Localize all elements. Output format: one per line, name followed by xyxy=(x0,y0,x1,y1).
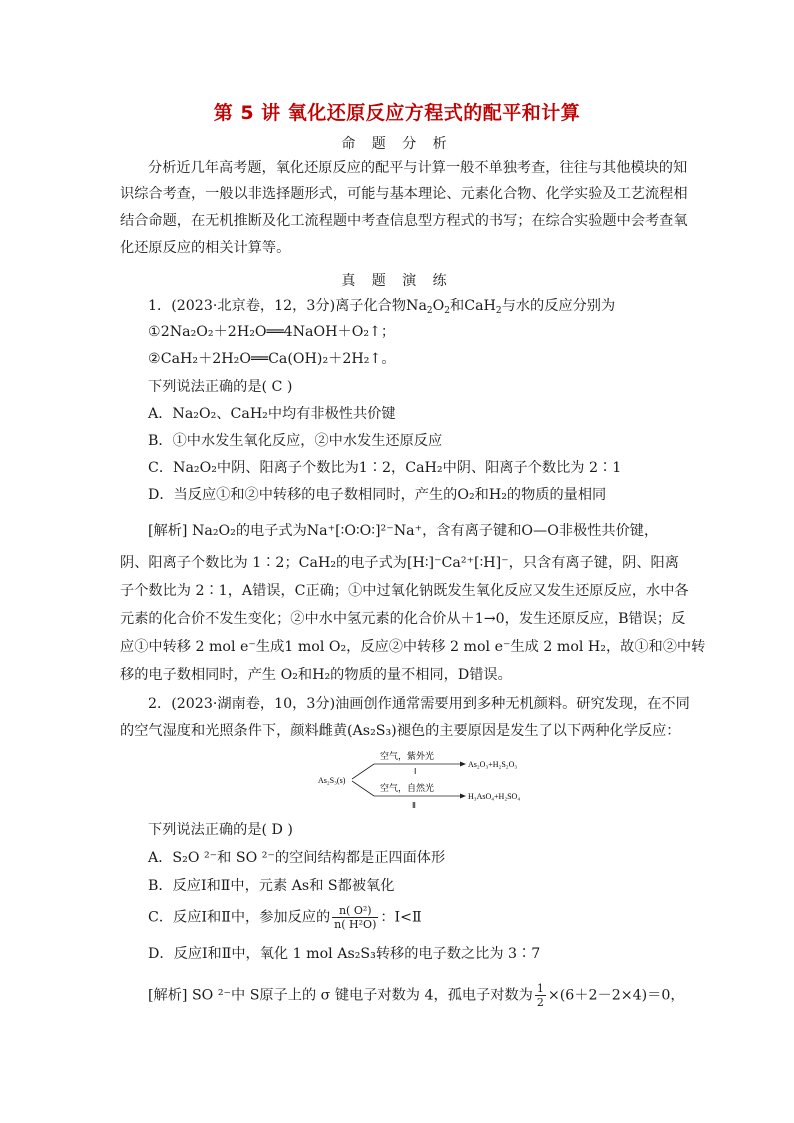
q1-explanation-4: 元素的化合价不发生变化；②中水中氢元素的化合价从＋1→0，发生还原反应，B错误；反 xyxy=(120,611,686,627)
q2-stem-2: 的空气湿度和光照条件下，颜料雌黄(As₂S₃)褪色的主要原因是发生了以下两种化学反应： xyxy=(120,723,681,739)
analysis-line-3: 结合命题，在无机推断及化工流程题中考查信息型方程式的书写；在综合实验题中会考查氧 xyxy=(120,213,688,229)
q1-stem: 1．(2023·北京卷，12，3分)离子化合物$Na_2O_2$和CaH$_2$与水的反应分别为 xyxy=(148,298,616,316)
q2-explanation-suffix: ×(6＋2－2×4)＝0， xyxy=(547,987,685,1004)
diagram-product-2: H₃AsO₄+H₂SO₄ xyxy=(468,792,521,801)
q1-explanation-6: 移的电子数相同时，产生 O₂和H₂的物质的量不相同，D错误。 xyxy=(120,667,512,683)
analysis-line-4: 化还原反应的相关计算等。 xyxy=(120,240,291,256)
q1-stem-part3: 和CaH xyxy=(450,298,496,314)
q2-explanation-text: [解析] SO ²⁻中 S原子上的 σ 键电子对数为 4，孤电子对数为 xyxy=(148,987,533,1004)
diagram-reactant: As₂S₃(s) xyxy=(318,776,346,785)
diagram-branch-lower xyxy=(352,781,374,796)
q2-option-d: D．反应Ⅰ和Ⅱ中，氧化 1 mol As₂S₃转移的电子数之比为 3∶7 xyxy=(148,946,541,962)
q2-option-c-text: C．反应Ⅰ和Ⅱ中，参加反应的 xyxy=(148,909,331,926)
analysis-line-2: 识综合考查，一般以非选择题形式，可能与基本理论、元素化合物、化学实验及工艺流程相 xyxy=(120,186,688,202)
diagram-condition-2: 空气，自然光 xyxy=(380,784,435,794)
q1-option-a: A．Na₂O₂、CaH₂中均有非极性共价键 xyxy=(148,406,396,422)
q2-option-c xyxy=(148,904,422,931)
q1-stem-part4: 与水的反应分别为 xyxy=(501,298,616,314)
diagram-arrowhead-upper xyxy=(460,762,466,767)
q2-option-a: A．S₂O ²⁻和 SO ²⁻的空间结构都是正四面体形 xyxy=(148,850,446,866)
q2-explanation-fraction xyxy=(535,982,546,1009)
q1-option-c: C．Na₂O₂中阴、阳离子个数比为1∶2，CaH₂中阴、阳离子个数比为 2∶1 xyxy=(148,460,622,476)
q1-equation-1: ①2Na₂O₂＋2H₂O══4NaOH＋O₂↑； xyxy=(148,324,396,340)
diagram-branch-upper xyxy=(352,764,374,779)
q2-explanation xyxy=(148,982,685,1009)
diagram-condition-1: 空气，紫外光 xyxy=(380,752,435,762)
fraction-numerator: n( O²) xyxy=(332,904,378,918)
section-heading-practice: 真 题 演 练 xyxy=(341,273,453,289)
q1-stem-part2: O xyxy=(432,298,445,314)
q1-explanation-5: 应①中转移 2 mol e⁻生成1 mol O₂，反应②中转移 2 mol e⁻生成 2 mol H₂，故①和②中转 xyxy=(120,639,706,655)
q2-question: 下列说法正确的是( D ) xyxy=(148,822,293,838)
diagram-arrowhead-lower xyxy=(460,794,466,799)
analysis-line-1: 分析近几年高考题，氧化还原反应的配平与计算一般不单独考查，往往与其他模块的知 xyxy=(148,160,688,176)
q1-option-b: B．①中水发生氧化反应，②中水发生还原反应 xyxy=(148,433,443,449)
diagram-label-1: Ⅰ xyxy=(414,767,417,776)
q1-equation-2: ②CaH₂＋2H₂O══Ca(OH)₂＋2H₂↑。 xyxy=(148,351,396,367)
q1-question: 下列说法正确的是( C ) xyxy=(148,379,293,395)
q1-stem-part1: 1．(2023·北京卷，12，3分)离子化合物Na xyxy=(148,298,427,314)
diagram-product-1: As₂O₃+H₂S₂O₃ xyxy=(468,760,518,769)
diagram-label-2: Ⅱ xyxy=(412,801,416,810)
q1-explanation-1: [解析] Na₂O₂的电子式为Na⁺[∶O∶O∶]²⁻Na⁺，含有离子键和O—O非极性共价键， xyxy=(148,523,659,539)
q2-option-c-suffix: ：Ⅰ<Ⅱ xyxy=(380,909,422,926)
fraction-numerator: 1 xyxy=(536,982,544,995)
page-title: 第 5 讲 氧化还原反应方程式的配平和计算 xyxy=(213,102,581,124)
q2-option-c-fraction xyxy=(332,904,378,931)
q2-stem-1: 2．(2023·湖南卷，10，3分)油画创作通常需要用到多种无机颜料。研究发现，在不同 xyxy=(148,696,690,712)
q2-option-b: B．反应Ⅰ和Ⅱ中，元素 As和 S都被氧化 xyxy=(148,878,395,894)
q1-explanation-3: 子个数比为 2∶1，A错误，C正确；①中过氧化钠既发生氧化反应又发生还原反应，水中各 xyxy=(120,583,689,599)
fraction-denominator: 2 xyxy=(536,996,544,1009)
q1-explanation-2: 阴、阳离子个数比为 1∶2；CaH₂的电子式为[H∶]⁻Ca²⁺[∶H]⁻，只含有离子键，阴、阳离 xyxy=(120,555,679,571)
reaction-diagram xyxy=(318,748,538,812)
q1-option-d: D．当反应①和②中转移的电子数相同时，产生的O₂和H₂的物质的量相同 xyxy=(148,487,607,503)
fraction-denominator: n( H²O) xyxy=(334,918,377,931)
section-heading-analysis: 命 题 分 析 xyxy=(341,136,453,152)
